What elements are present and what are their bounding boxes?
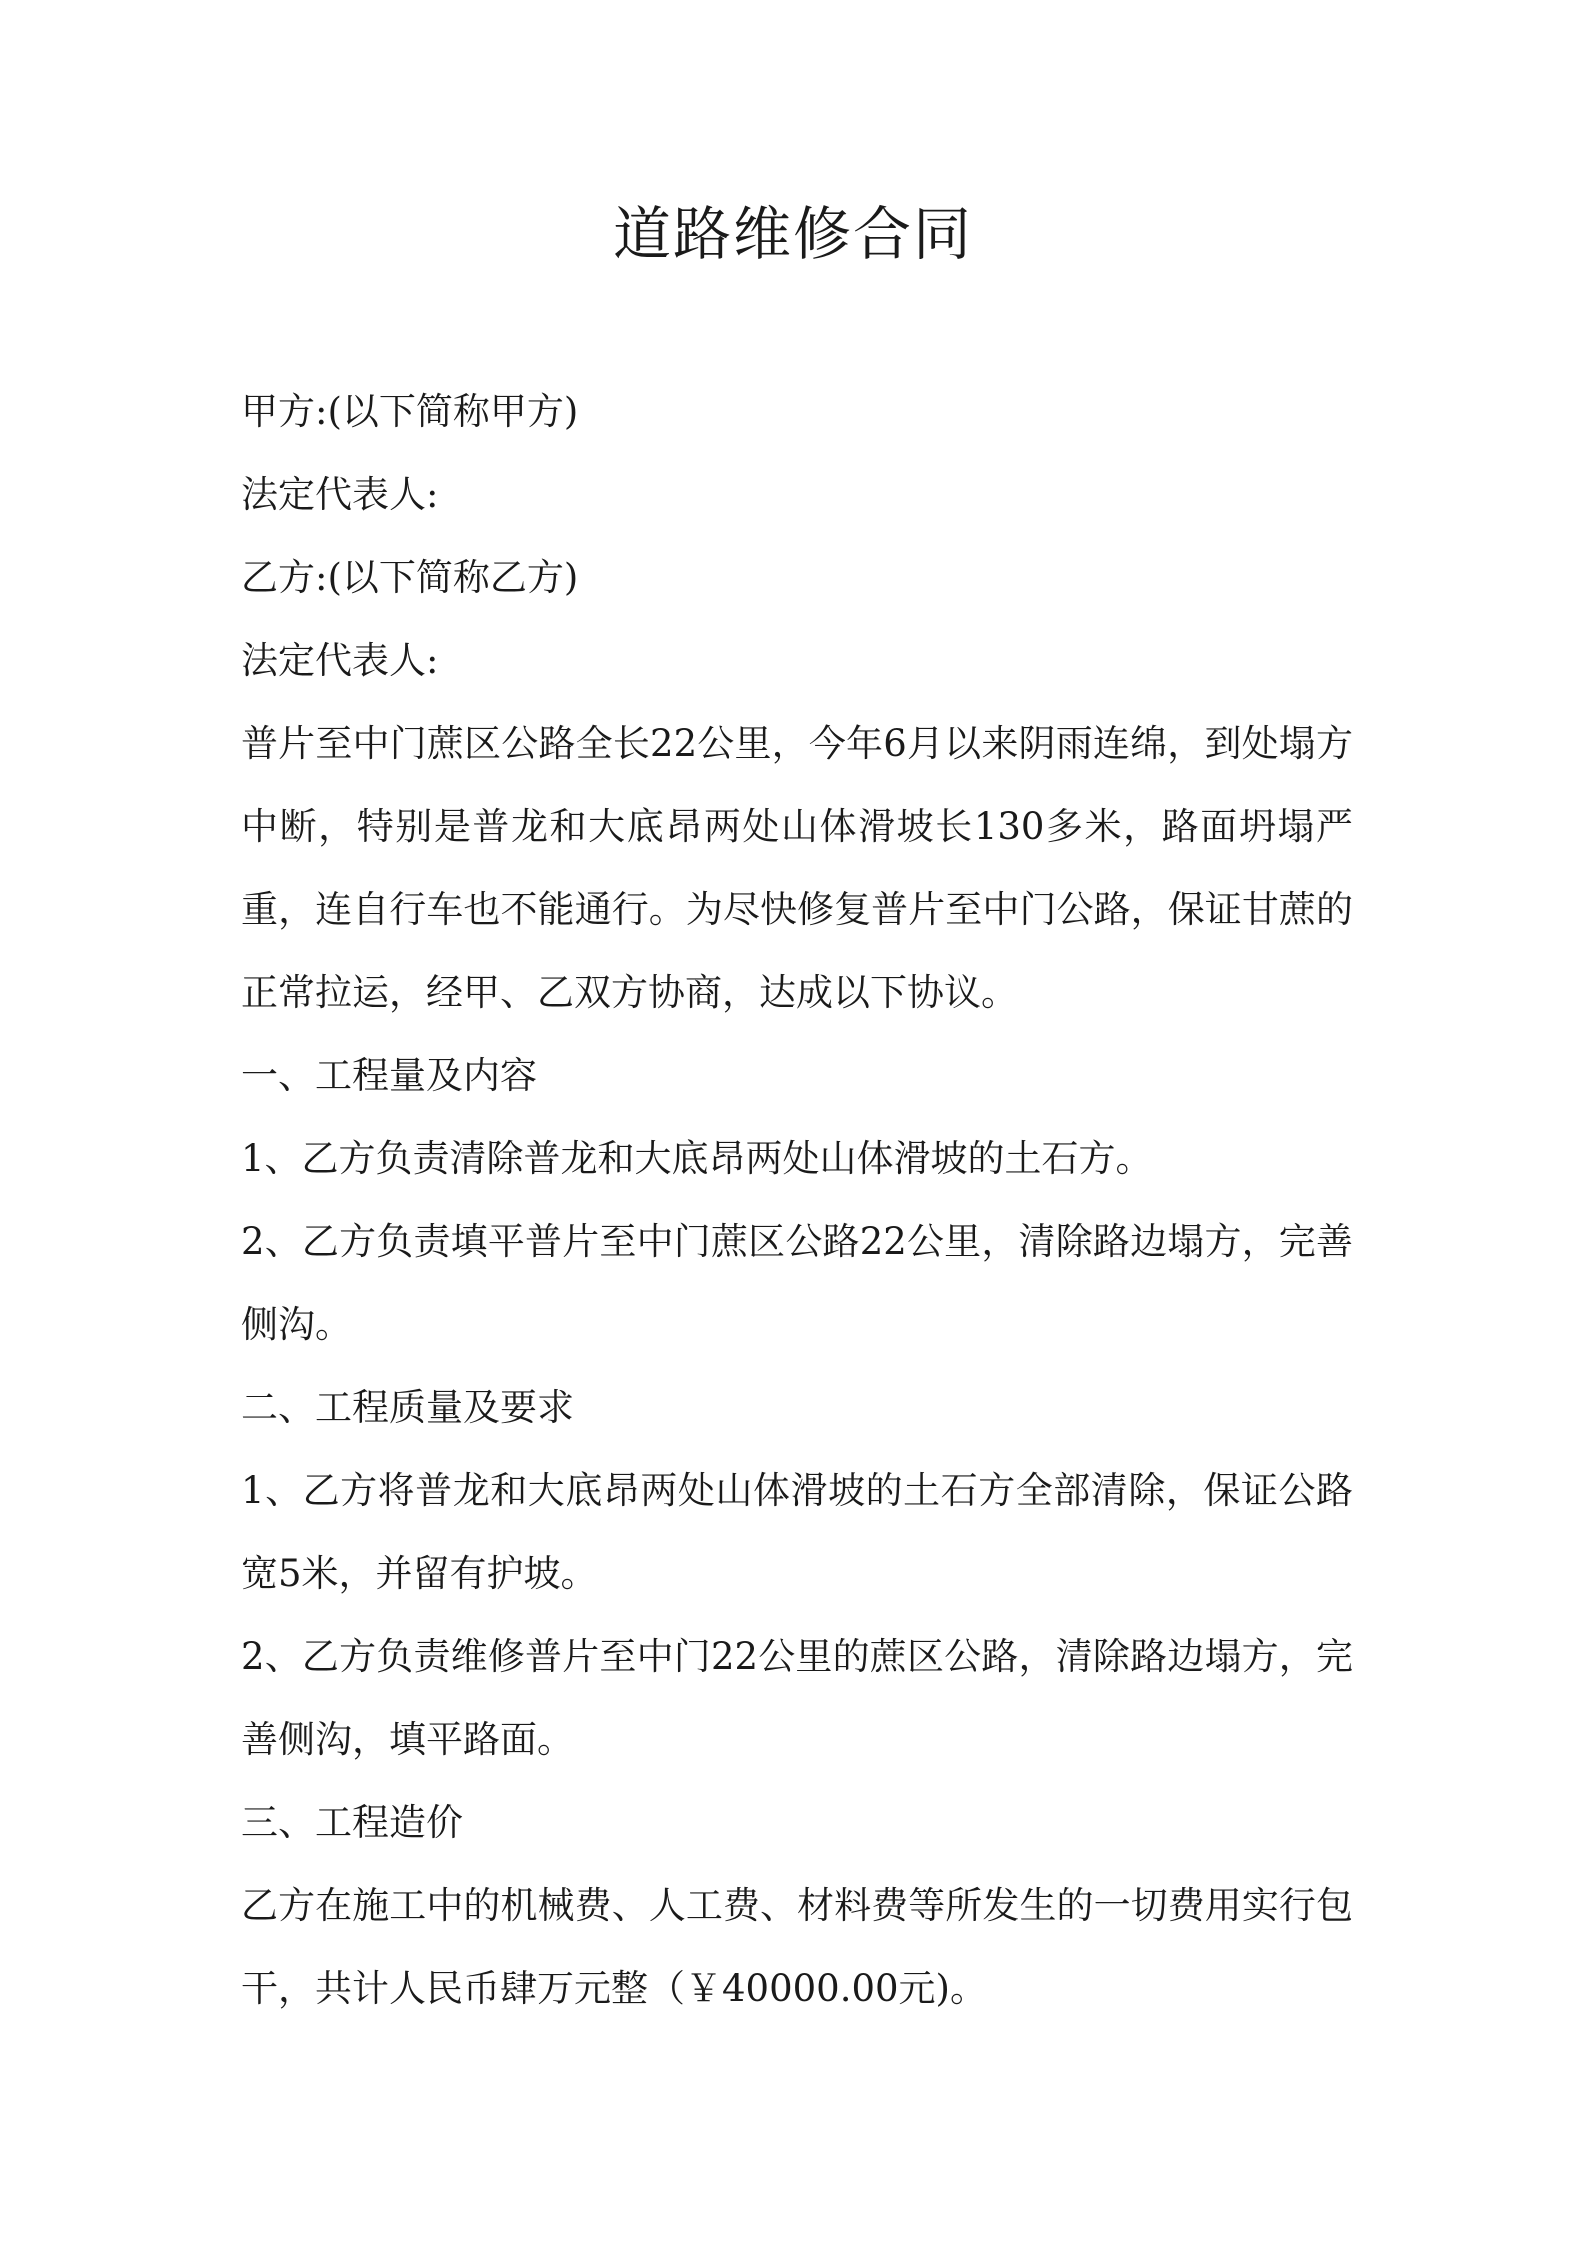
party-a-representative-line: 法定代表人: [241, 473, 439, 516]
party-a-line: 甲方:(以下简称甲方) [241, 390, 579, 433]
section-1-heading: 一、工程量及内容 [241, 1054, 537, 1097]
section-1-item-2: 2、乙方负责填平普片至中门蔗区公路22公里，清除路边塌方，完善侧沟。 [241, 1220, 1353, 1346]
section-2-item-2: 2、乙方负责维修普片至中门22公里的蔗区公路，清除路边塌方，完善侧沟，填平路面。 [241, 1635, 1353, 1761]
party-b-representative-line: 法定代表人: [241, 639, 439, 682]
intro-paragraph: 普片至中门蔗区公路全长22公里，今年6月以来阴雨连绵，到处塌方中断，特别是普龙和大底昂两处山体滑坡长130多米，路面坍塌严重，连自行车也不能通行。为尽快修复普片至中门公路，保证甘蔗的正常拉运，经甲、乙双方协商，达成以下协议。 [241, 722, 1353, 1014]
section-3-heading: 三、工程造价 [241, 1801, 463, 1844]
document-title: 道路维修合同 [612, 200, 973, 268]
section-1-item-1: 1、乙方负责清除普龙和大底昂两处山体滑坡的土石方。 [241, 1137, 1153, 1180]
section-2-item-1: 1、乙方将普龙和大底昂两处山体滑坡的土石方全部清除，保证公路宽5米，并留有护坡。 [241, 1469, 1353, 1595]
section-2-heading: 二、工程质量及要求 [241, 1386, 574, 1429]
section-3-text: 乙方在施工中的机械费、人工费、材料费等所发生的一切费用实行包干，共计人民币肆万元整（￥40000.00元)。 [241, 1884, 1353, 2010]
party-b-line: 乙方:(以下简称乙方) [241, 556, 579, 599]
document-body [241, 370, 1353, 2030]
